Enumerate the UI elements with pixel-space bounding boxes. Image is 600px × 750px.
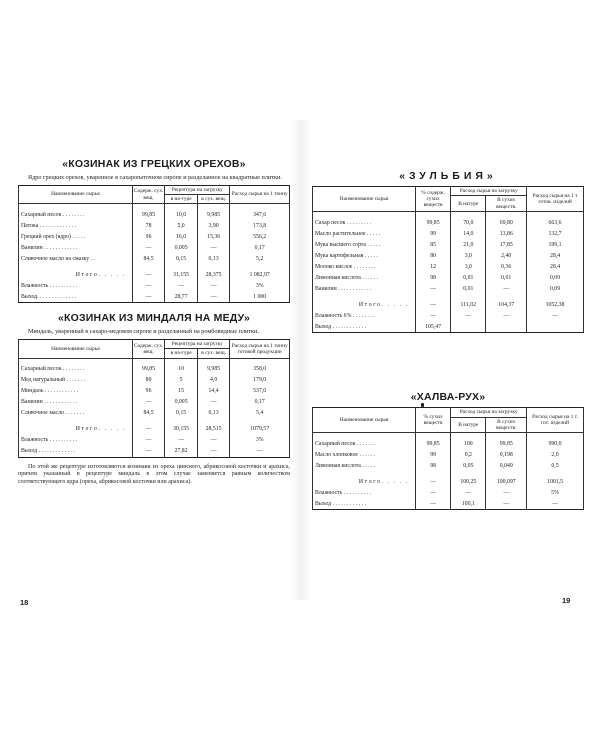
yield-value: 347,6 [230,209,290,220]
yield-value: 179,0 [230,375,290,386]
solids-value: — [132,269,165,280]
dry-value: — [197,446,230,458]
output-row [19,291,290,303]
ingredient-name: Мука высшего сорта . . . . . [313,239,416,250]
natural-value: 3,0 [451,250,486,261]
ingredient-name: Сахар песок . . . . . . . . . [313,217,416,228]
col-header-dry: В сухих веществ. [486,196,527,212]
yield-value: 0,5 [527,460,584,471]
natural-value: 0,01 [451,272,486,283]
yield-value: 0,17 [230,397,290,408]
col-header-load: Рецептура на загрузку [165,185,230,194]
col-header-yield: Расход сырья на 1 тонну готовой продукции [230,340,290,359]
solids-value: — [415,310,450,321]
dry-value: — [197,291,230,303]
yield-value: 0,17 [230,242,290,253]
ingredient-name: Ванилин . . . . . . . . . . . . [313,283,416,294]
page-number: 19 [562,596,571,605]
ingredient-name: Мед натуральный . . . . . . . [19,375,133,386]
recipe-title: «КОЗИНАК ИЗ МИНДАЛЯ НА МЕДУ» [58,312,250,325]
dry-value: 28,375 [197,269,230,280]
recipe-intro: Ядро грецких орехов, уваренное в сахаропаточном сиропе и разделанное на квадратные плитки. [28,174,282,181]
col-header-natural: в на-туре [165,349,198,358]
recipe-table [18,185,290,304]
moisture-label: Влажность 6% . . . . . . . . [313,310,416,321]
total-row [19,269,290,280]
yield-value: 0,09 [527,272,584,283]
dry-value: 100,097 [486,476,527,487]
solids-value: — [132,291,165,303]
total-row [19,424,290,435]
moisture-row [313,487,584,498]
solids-value: 96 [132,386,165,397]
yield-value: 1079,57 [230,424,290,435]
table-row [19,375,290,386]
recipe-halva-ruh [312,391,584,510]
solids-value: — [132,397,165,408]
natural-value: 111,02 [451,299,486,310]
col-header-load: Расход сырья на загрузку [451,408,527,417]
natural-value: 16,0 [165,231,198,242]
yield-value: 5% [527,487,584,498]
yield-value: 1 000 [230,291,290,303]
table-row [313,250,584,261]
ingredient-name: Лимонная кислота . . . . . . [313,272,416,283]
natural-value: 0,005 [165,242,198,253]
yield-value: 663,6 [527,217,584,228]
table-row [19,386,290,397]
ingredient-name: Молоко кислое . . . . . . . . [313,261,416,272]
yield-value: 5,4 [230,408,290,419]
moisture-row [19,280,290,291]
recipe-kozinak-walnut [18,158,290,303]
dry-value: 0,13 [197,253,230,264]
solids-value: — [415,476,450,487]
col-header-dry: В сухих веществ. [486,417,527,433]
moisture-label: Влажность . . . . . . . . . . [19,280,133,291]
ingredient-name: Грецкий орех (ядро) . . . . . [19,231,133,242]
dry-value: 0,13 [197,408,230,419]
dry-value: 4,0 [197,375,230,386]
dry-value: — [197,280,230,291]
dry-value: 15,36 [197,231,230,242]
output-label: Выход . . . . . . . . . . . . [313,498,416,510]
solids-value: 78 [132,220,165,231]
dry-value: 28,515 [197,424,230,435]
yield-value: 0,09 [527,283,584,294]
dry-value: 104,37 [486,299,527,310]
natural-value: 0,05 [451,460,486,471]
dry-value: 69,80 [486,217,527,228]
yield-value: 556,2 [230,231,290,242]
solids-value: 84,5 [132,408,165,419]
col-header-yield: Расход сырья на 1 т. гот. изделий [527,408,584,433]
recipe-note: По этой же рецептуре изготовляются козинаки из ореха цинского, абрикосовой косточки и арахиса, причем указанный в рецептуре миндаль в этом случае заменяется равным количеством соответствующего ядра (ореха, абрикосовой косточки или арахиса). [18,463,290,485]
recipe-zulbiya [312,170,584,333]
col-header-name: Наименование сырья [19,185,133,204]
solids-value: 99 [415,228,450,239]
output-row [313,321,584,333]
ingredient-name: Миндаль . . . . . . . . . . . . [19,386,133,397]
solids-value: — [132,435,165,446]
col-header-name: Наименование сырья [19,340,133,359]
yield-value: — [230,446,290,458]
recipe-kozinak-almond [18,312,290,486]
solids-value: 99,85 [132,364,165,375]
moisture-row [313,310,584,321]
natural-value: 31,155 [165,269,198,280]
book-gutter [290,120,312,600]
col-header-natural: В натуре [451,196,486,212]
solids-value: 84,5 [132,253,165,264]
yield-value: 1001,5 [527,476,584,487]
solids-value: — [132,424,165,435]
col-header-yield: Расход сырья на 1 тонну [230,185,290,204]
yield-value: 990,0 [527,438,584,449]
yield-value: 28,4 [527,261,584,272]
yield-value: — [527,498,584,510]
dry-value: 3,90 [197,220,230,231]
dry-value: 2,40 [486,250,527,261]
col-header-load: Рецептура на загрузку [165,340,230,349]
solids-value: 99,85 [132,209,165,220]
recipe-intro: Миндаль, уваренный в сахаро-медовом сиропе и разделанный на ромбовидные плитки. [28,328,259,336]
solids-value: — [132,280,165,291]
recipe-title: «ЗУЛЬБИЯ» [399,170,497,182]
dry-value: 17,85 [486,239,527,250]
ingredient-name: Сливочное масло . . . . . . . [19,408,133,419]
solids-value: 98 [415,272,450,283]
table-row [19,220,290,231]
output-row [19,446,290,458]
ingredient-name: Патока . . . . . . . . . . . . . [19,220,133,231]
natural-value: — [451,487,486,498]
yield-value: — [527,310,584,321]
solids-value: — [415,487,450,498]
table-row [313,283,584,294]
col-header-solids: Содерж. сух. вещ. [132,185,165,204]
natural-value: 70,0 [451,217,486,228]
table-row [313,460,584,471]
total-label: Итого. . . . . [19,269,133,280]
solids-value: 105,47 [415,321,450,333]
page-number: 18 [20,598,29,607]
dry-value: — [197,435,230,446]
natural-value: — [165,435,198,446]
yield-value: 173,8 [230,220,290,231]
ingredient-name: Сахарный песок . . . . . . . . [19,209,133,220]
solids-value: — [415,299,450,310]
table-row [313,272,584,283]
solids-value: — [132,242,165,253]
moisture-row [19,435,290,446]
dry-value: 0,049 [486,460,527,471]
output-label: Выход. . . . . . . . . . . . . . [19,291,133,303]
natural-value: 10,0 [165,209,198,220]
solids-value: 12 [415,261,450,272]
solids-value: 98 [415,460,450,471]
natural-value: 0,15 [165,408,198,419]
dry-value [486,321,527,333]
col-header-solids: % сухих веществ [415,408,450,433]
solids-value: 99 [415,449,450,460]
left-page [18,158,290,486]
moisture-label: Влажность . . . . . . . . . . [19,435,133,446]
natural-value: 27,82 [165,446,198,458]
recipe-table [312,407,584,510]
recipe-title: «ХАЛВА-РУХ» [410,391,486,404]
natural-value: 5,0 [165,220,198,231]
solids-value: 80 [132,375,165,386]
col-header-name: Наименование сырья [313,408,416,433]
dry-value: 0,36 [486,261,527,272]
natural-value: 28,77 [165,291,198,303]
dry-value: — [486,487,527,498]
col-header-yield: Расход сырья на 1 т готов. изделий [527,187,584,212]
total-row [313,476,584,487]
natural-value: 21,0 [451,239,486,250]
natural-value: 0,15 [165,253,198,264]
dry-value: 14,4 [197,386,230,397]
table-row [19,253,290,264]
natural-value: 100 [451,438,486,449]
solids-value: 99,85 [415,438,450,449]
output-label: Выход . . . . . . . . . . . . [313,321,416,333]
solids-value: 80 [415,250,450,261]
col-header-dry: в сух. вещ. [197,195,230,204]
total-label: Итого. . . . . [19,424,133,435]
dry-value: 0,01 [486,272,527,283]
table-row [313,261,584,272]
natural-value: 0,01 [451,283,486,294]
col-header-natural: В натуре [451,417,486,433]
yield-value: 3% [230,435,290,446]
yield-value: 358,0 [230,364,290,375]
solids-value: — [415,498,450,510]
solids-value: 85 [415,239,450,250]
dry-value: 13,86 [486,228,527,239]
yield-value: 5,2 [230,253,290,264]
natural-value: 100,1 [451,498,486,510]
total-label: Итого. . . . . [313,299,416,310]
yield-value: 537,0 [230,386,290,397]
col-header-solids: % содерж. сухих веществ [415,187,450,212]
natural-value: — [165,280,198,291]
dry-value: — [197,242,230,253]
solids-value: — [132,446,165,458]
natural-value: 30,155 [165,424,198,435]
table-row [19,397,290,408]
natural-value: 0,2 [451,449,486,460]
dry-value: — [197,397,230,408]
recipe-table [312,186,584,333]
yield-value: 2,0 [527,449,584,460]
natural-value: 3,0 [451,261,486,272]
ingredient-name: Сахарный песок . . . . . . . . [19,364,133,375]
dry-value: — [486,310,527,321]
solids-value: — [415,283,450,294]
print-speck [421,403,424,407]
ingredient-name: Сахарный песок . . . . . . . [313,438,416,449]
natural-value: 15 [165,386,198,397]
natural-value [451,321,486,333]
col-header-natural: в на-туре [165,195,198,204]
recipe-title: «КОЗИНАК ИЗ ГРЕЦКИХ ОРЕХОВ» [62,158,246,170]
table-row [19,231,290,242]
ingredient-name: Масло растительное . . . . . [313,228,416,239]
output-label: Выход . . . . . . . . . . . . . [19,446,133,458]
col-header-name: Наименование сырья [313,187,416,212]
dry-value: 9,985 [197,209,230,220]
table-row [313,438,584,449]
output-row [313,498,584,510]
natural-value: 100,25 [451,476,486,487]
natural-value: 14,0 [451,228,486,239]
table-row [313,239,584,250]
natural-value: 0,005 [165,397,198,408]
yield-value: 1 082,97 [230,269,290,280]
ingredient-name: Масло хлопковое . . . . . . [313,449,416,460]
dry-value: 9,985 [197,364,230,375]
yield-value: 1052,38 [527,299,584,310]
col-header-dry: в сух. вещ. [197,349,230,358]
dry-value: 0,198 [486,449,527,460]
table-row [313,228,584,239]
col-header-load: Расход сырья на загрузку [451,187,527,196]
ingredient-name: Мука картофельная . . . . . [313,250,416,261]
recipe-table [18,339,290,458]
natural-value: 10 [165,364,198,375]
yield-value [527,321,584,333]
natural-value: — [451,310,486,321]
dry-value: — [486,498,527,510]
total-row [313,299,584,310]
table-row [19,364,290,375]
natural-value: 5 [165,375,198,386]
yield-value: 199,1 [527,239,584,250]
yield-value: 28,4 [527,250,584,261]
ingredient-name: Ванилин . . . . . . . . . . . . [19,397,133,408]
dry-value: 99,85 [486,438,527,449]
yield-value: 3% [230,280,290,291]
ingredient-name: Ванилин . . . . . . . . . . . . [19,242,133,253]
solids-value: 99,85 [415,217,450,228]
table-row [313,449,584,460]
table-row [19,242,290,253]
solids-value: 96 [132,231,165,242]
table-row [19,209,290,220]
total-label: Итого. . . . . [313,476,416,487]
right-page [312,170,584,510]
yield-value: 132,7 [527,228,584,239]
table-row [313,217,584,228]
col-header-solids: Содерж. сух. вещ. [132,340,165,359]
ingredient-name: Сливочное масло на смазку . . [19,253,133,264]
dry-value: — [486,283,527,294]
ingredient-name: Лимонная кислота . . . . . [313,460,416,471]
table-row [19,408,290,419]
moisture-label: Влажность . . . . . . . . . . [313,487,416,498]
